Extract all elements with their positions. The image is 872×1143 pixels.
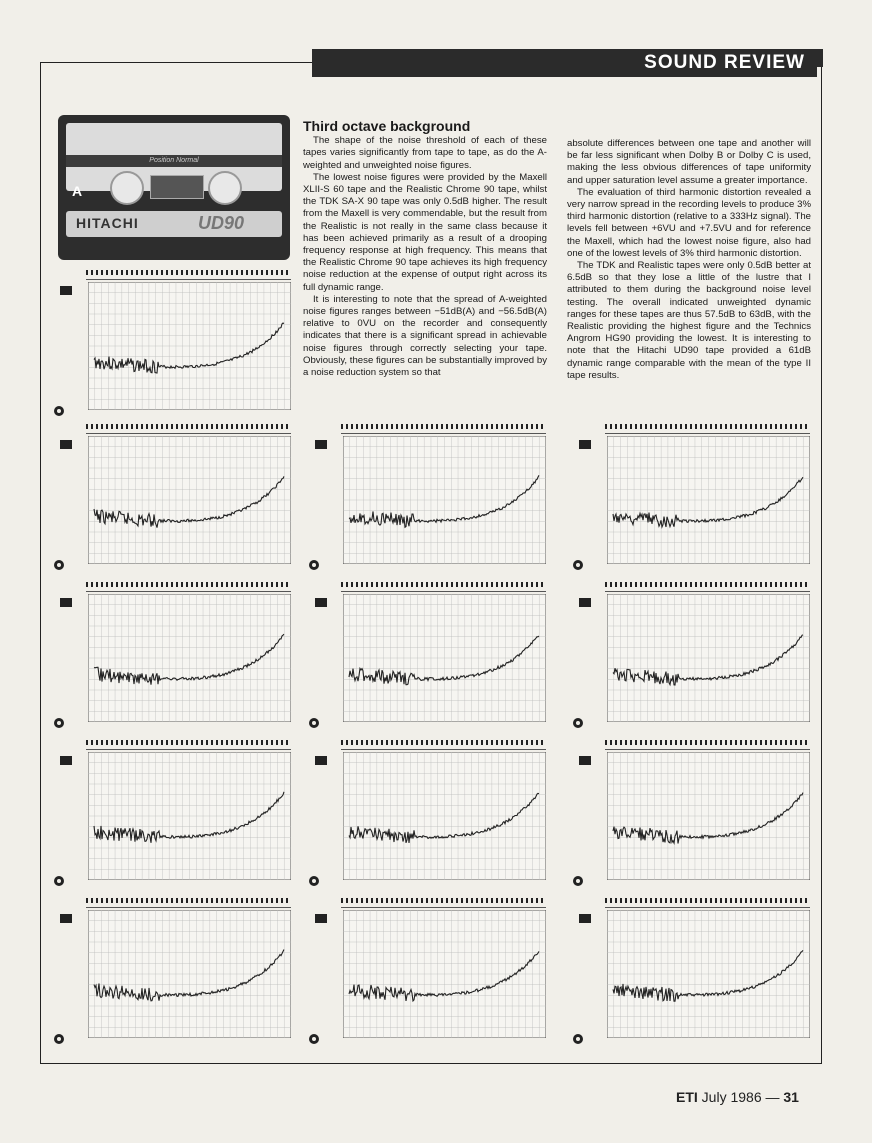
chart-sq bbox=[579, 598, 591, 607]
chart-scale bbox=[86, 424, 291, 429]
chart-plot bbox=[88, 594, 291, 722]
chart-hdr bbox=[86, 276, 291, 280]
chart-hole bbox=[309, 876, 319, 886]
chart-sq bbox=[579, 440, 591, 449]
chart-hdr bbox=[605, 588, 810, 592]
article-column-1 bbox=[303, 120, 547, 379]
chart-hole bbox=[54, 718, 64, 728]
chart-hdr bbox=[341, 588, 546, 592]
noise-chart bbox=[303, 422, 548, 580]
noise-chart bbox=[567, 580, 812, 738]
cassette-side: A bbox=[72, 183, 83, 199]
paragraph: absolute differences between one tape and another will be far less significant when Dolby B or Dolby C is used, making the less obvious differences of tape uniformity and upper saturation level assume a greater importance. bbox=[567, 138, 811, 186]
chart-plot bbox=[607, 436, 810, 564]
page-number: 31 bbox=[783, 1089, 799, 1105]
chart-scale bbox=[86, 898, 291, 903]
noise-chart bbox=[48, 268, 293, 426]
chart-scale bbox=[605, 898, 810, 903]
noise-chart bbox=[303, 738, 548, 896]
chart-plot bbox=[88, 282, 291, 410]
chart-sq bbox=[579, 756, 591, 765]
chart-hdr bbox=[341, 430, 546, 434]
chart-plot bbox=[607, 752, 810, 880]
chart-hole bbox=[573, 876, 583, 886]
chart-hdr bbox=[86, 430, 291, 434]
chart-scale bbox=[341, 898, 546, 903]
page-footer bbox=[676, 1089, 799, 1105]
chart-scale bbox=[341, 740, 546, 745]
paragraph: It is interesting to note that the spread of A-weighted noise figures ranges between −51dB(A) and −56.5dB(A) relative to 0VU on the recorder and consequently indicates that there is a significant spread in achievable noise figures through correctly selecting your tape. Obviously, these figures can be substantially improved by a noise reduction system so that bbox=[303, 293, 547, 379]
chart-scale bbox=[86, 270, 291, 275]
noise-chart bbox=[303, 580, 548, 738]
noise-chart bbox=[567, 738, 812, 896]
chart-plot bbox=[607, 594, 810, 722]
chart-hole bbox=[573, 718, 583, 728]
chart-sq bbox=[315, 598, 327, 607]
chart-plot bbox=[343, 436, 546, 564]
chart-hole bbox=[54, 560, 64, 570]
chart-scale bbox=[605, 582, 810, 587]
chart-plot bbox=[343, 910, 546, 1038]
chart-scale bbox=[605, 424, 810, 429]
chart-hole bbox=[54, 406, 64, 416]
cassette-brand: HITACHI bbox=[76, 215, 139, 231]
chart-hdr bbox=[86, 904, 291, 908]
magazine-name: ETI bbox=[676, 1089, 698, 1105]
chart-sq bbox=[60, 756, 72, 765]
paragraph: The lowest noise figures were provided by the Maxell XLII-S 60 tape and the Realistic Chrome 90 tape, whilst the TDK SA-X 90 tape was only 0.5dB higher. The result from the Maxell is very commendable, but the result from the Realistic is not really in the same class because it has been achieved primarily as a result of a drooping frequency response at high frequency. This means that the Realistic Chrome 90 tape achieves its high frequency noise reduction at the expense of output right across its full dynamic range. bbox=[303, 171, 547, 293]
noise-chart bbox=[567, 896, 812, 1054]
cassette-model: UD90 bbox=[198, 213, 245, 233]
chart-hole bbox=[573, 1034, 583, 1044]
noise-chart bbox=[48, 738, 293, 896]
chart-hdr bbox=[341, 746, 546, 750]
cassette-type: Position Normal bbox=[66, 155, 282, 167]
chart-scale bbox=[86, 582, 291, 587]
chart-hdr bbox=[605, 746, 810, 750]
chart-sq bbox=[315, 756, 327, 765]
chart-plot bbox=[88, 752, 291, 880]
paragraph: The evaluation of third harmonic distortion revealed a very narrow spread in the recording levels to produce 3% third harmonic distortion (relative to a 333Hz signal). The levels fell between +6VU and +7.5VU and for reference the Maxell, which had the lowest noise figure, also had one of the lowest levels of 3% third harmonic distortion. bbox=[567, 186, 811, 259]
chart-sq bbox=[60, 286, 72, 295]
banner-tab bbox=[817, 49, 823, 67]
chart-hole bbox=[54, 1034, 64, 1044]
article-heading: Third octave background bbox=[303, 118, 471, 134]
chart-scale bbox=[86, 740, 291, 745]
left-reel-icon bbox=[110, 171, 144, 205]
chart-plot bbox=[343, 594, 546, 722]
chart-hole bbox=[309, 1034, 319, 1044]
chart-sq bbox=[315, 440, 327, 449]
chart-scale bbox=[605, 740, 810, 745]
noise-chart bbox=[567, 422, 812, 580]
chart-hole bbox=[54, 876, 64, 886]
right-reel-icon bbox=[208, 171, 242, 205]
issue-date: July 1986 bbox=[701, 1089, 762, 1105]
noise-chart bbox=[48, 422, 293, 580]
paragraph: The shape of the noise threshold of each of these tapes varies significantly from tape to tape, as do the A-weighted and unweighted noise figures. bbox=[303, 135, 547, 171]
chart-sq bbox=[315, 914, 327, 923]
noise-chart bbox=[303, 896, 548, 1054]
chart-plot bbox=[88, 436, 291, 564]
chart-plot bbox=[88, 910, 291, 1038]
tape-window bbox=[150, 175, 204, 199]
paragraph: The TDK and Realistic tapes were only 0.5dB better at 6.5dB so that they lose a little of the lustre that I attributed to them during the background noise level testing. The overall indicated unweighted dynamic ranges for these tapes are thus 57.5dB to 63dB, with the Realistic providing the highest figure and the Technics Angrom HG90 providing the lowest. It is interesting to note that the Hitachi UD90 tape provided a 61dB dynamic range comparable with the mean of the type II tape results. bbox=[567, 260, 811, 381]
chart-hdr bbox=[86, 746, 291, 750]
chart-plot bbox=[343, 752, 546, 880]
footer-separator: — bbox=[765, 1089, 780, 1105]
chart-hole bbox=[573, 560, 583, 570]
chart-scale bbox=[341, 582, 546, 587]
chart-hdr bbox=[341, 904, 546, 908]
chart-sq bbox=[60, 440, 72, 449]
chart-scale bbox=[341, 424, 546, 429]
chart-hdr bbox=[605, 430, 810, 434]
chart-sq bbox=[60, 914, 72, 923]
chart-hdr bbox=[86, 588, 291, 592]
noise-chart bbox=[48, 580, 293, 738]
noise-chart bbox=[48, 896, 293, 1054]
chart-sq bbox=[60, 598, 72, 607]
section-banner: SOUND REVIEW bbox=[312, 49, 817, 77]
chart-hole bbox=[309, 718, 319, 728]
chart-sq bbox=[579, 914, 591, 923]
chart-hdr bbox=[605, 904, 810, 908]
chart-plot bbox=[607, 910, 810, 1038]
article-column-2 bbox=[567, 138, 811, 382]
cassette-photo bbox=[58, 115, 290, 260]
chart-hole bbox=[309, 560, 319, 570]
